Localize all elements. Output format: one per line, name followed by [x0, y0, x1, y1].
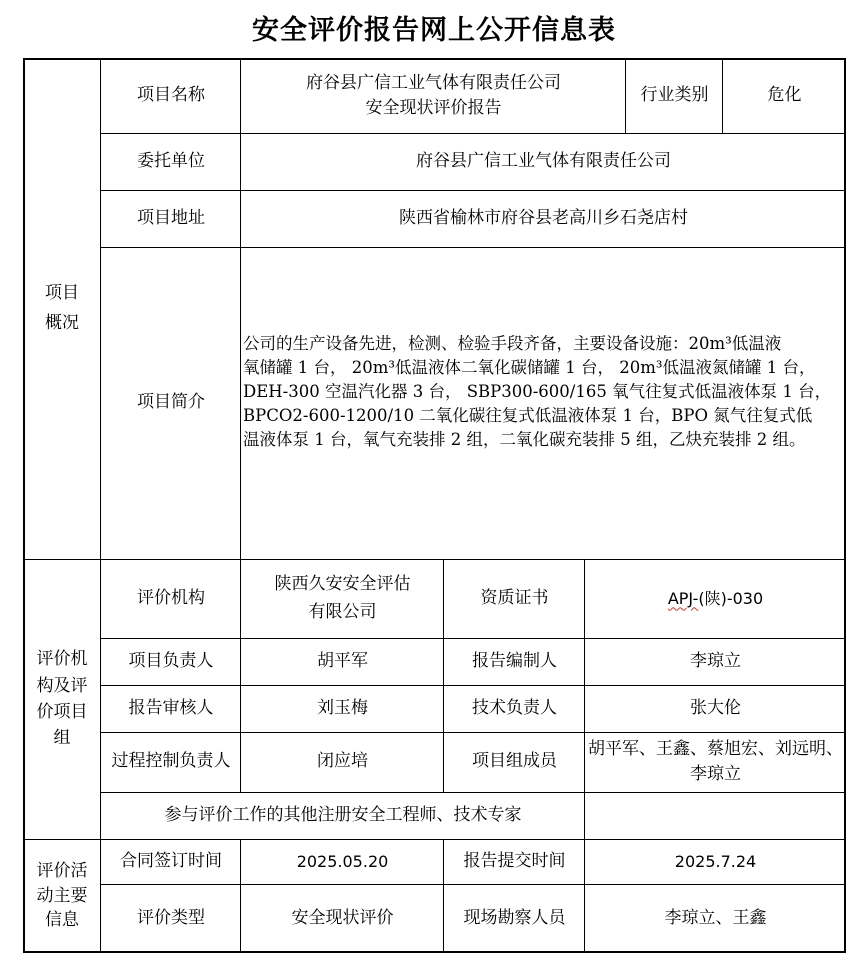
- survey-label: 现场勘察人员: [463, 907, 566, 928]
- members-value: [585, 732, 846, 792]
- cert-label: 资质证书: [480, 587, 549, 608]
- members-line: 胡平军、王鑫、蔡旭宏、刘远明、: [588, 739, 843, 760]
- pm-label: 项目负责人: [128, 650, 214, 671]
- project-name-line: 府谷县广信工业气体有限责任公司: [306, 72, 561, 93]
- process-value: 闭应培: [317, 751, 368, 772]
- experts-label: 参与评价工作的其他注册安全工程师、技术专家: [164, 804, 522, 825]
- project-name-label: 项目名称: [137, 84, 205, 105]
- writer-value: 李琼立: [690, 650, 741, 671]
- tech-value: 张大伦: [690, 697, 741, 718]
- experts-value: [585, 792, 846, 839]
- client-label: 委托单位: [137, 150, 205, 171]
- section-label-org: [23, 559, 101, 839]
- summary-label: 项目简介: [137, 392, 205, 413]
- section-label-line: 信息: [45, 910, 79, 931]
- page-title: 安全评价报告网上公开信息表: [252, 15, 616, 46]
- address-value: 陕西省榆林市府谷县老高川乡石尧店村: [399, 207, 688, 228]
- section-label-line: 评价机: [36, 649, 88, 670]
- address-label: 项目地址: [137, 207, 205, 228]
- contract-value: 2025.05.20: [296, 851, 389, 871]
- cert-prefix: APJ-: [667, 588, 699, 608]
- section-label-line: 价项目: [36, 702, 88, 722]
- cert-rest: (陕)-030: [698, 588, 764, 608]
- section-label-line: 组: [53, 728, 71, 749]
- writer-label: 报告编制人: [472, 650, 557, 671]
- pm-value: 胡平军: [317, 650, 368, 671]
- project-name-value: [241, 58, 626, 133]
- submit-value: 2025.7.24: [674, 851, 757, 871]
- section-label-project: [23, 58, 101, 559]
- agency-label: 评价机构: [137, 587, 205, 608]
- section-label-line: 概况: [45, 312, 79, 333]
- summary-line: BPCO2-600-1200/10 二氧化碳往复式低温液体泵 1 台，BPO 氮气往复式低: [243, 405, 813, 425]
- survey-value: 李琼立、王鑫: [664, 907, 767, 928]
- reviewer-value: 刘玉梅: [317, 697, 368, 718]
- summary-line: 公司的生产设备先进，检测、检验手段齐备，主要设备设施：20m³低温液: [243, 334, 782, 353]
- members-label: 项目组成员: [472, 751, 557, 772]
- section-label-line: 动主要: [36, 885, 88, 906]
- summary-line: 氧储罐 1 台， 20m³低温液体二氧化碳储罐 1 台， 20m³低温液氮储罐 1 台，: [243, 357, 816, 377]
- summary-line: 温液体泵 1 台，氧气充装排 2 组，二氧化碳充装排 5 组，乙炔充装排 2 组。: [243, 429, 806, 449]
- agency-line: 陕西久安安全评估: [274, 574, 411, 595]
- summary-line: DEH-300 空温汽化器 3 台， SBP300-600/165 氧气往复式低温液体泵 1 台，: [243, 381, 832, 401]
- reviewer-label: 报告审核人: [128, 697, 214, 718]
- summary-text: [243, 332, 845, 452]
- process-label: 过程控制负责人: [111, 751, 231, 772]
- agency-value: [241, 559, 444, 638]
- contract-label: 合同签订时间: [120, 850, 222, 871]
- tech-label: 技术负责人: [472, 697, 557, 718]
- industry-label: 行业类别: [640, 84, 709, 105]
- type-label: 评价类型: [137, 907, 205, 928]
- agency-line: 有限公司: [308, 601, 377, 622]
- section-label-line: 评价活: [36, 861, 88, 882]
- submit-label: 报告提交时间: [463, 850, 566, 871]
- section-label-line: 构及评: [36, 675, 88, 696]
- section-label-line: 项目: [45, 283, 79, 303]
- project-name-line: 安全现状评价报告: [365, 97, 502, 118]
- members-line: 李琼立: [690, 764, 741, 784]
- type-value: 安全现状评价: [291, 907, 394, 928]
- section-label-activity: [23, 839, 101, 953]
- industry-value: 危化: [767, 84, 802, 105]
- client-value: 府谷县广信工业气体有限责任公司: [416, 150, 671, 171]
- cert-value: [585, 559, 846, 638]
